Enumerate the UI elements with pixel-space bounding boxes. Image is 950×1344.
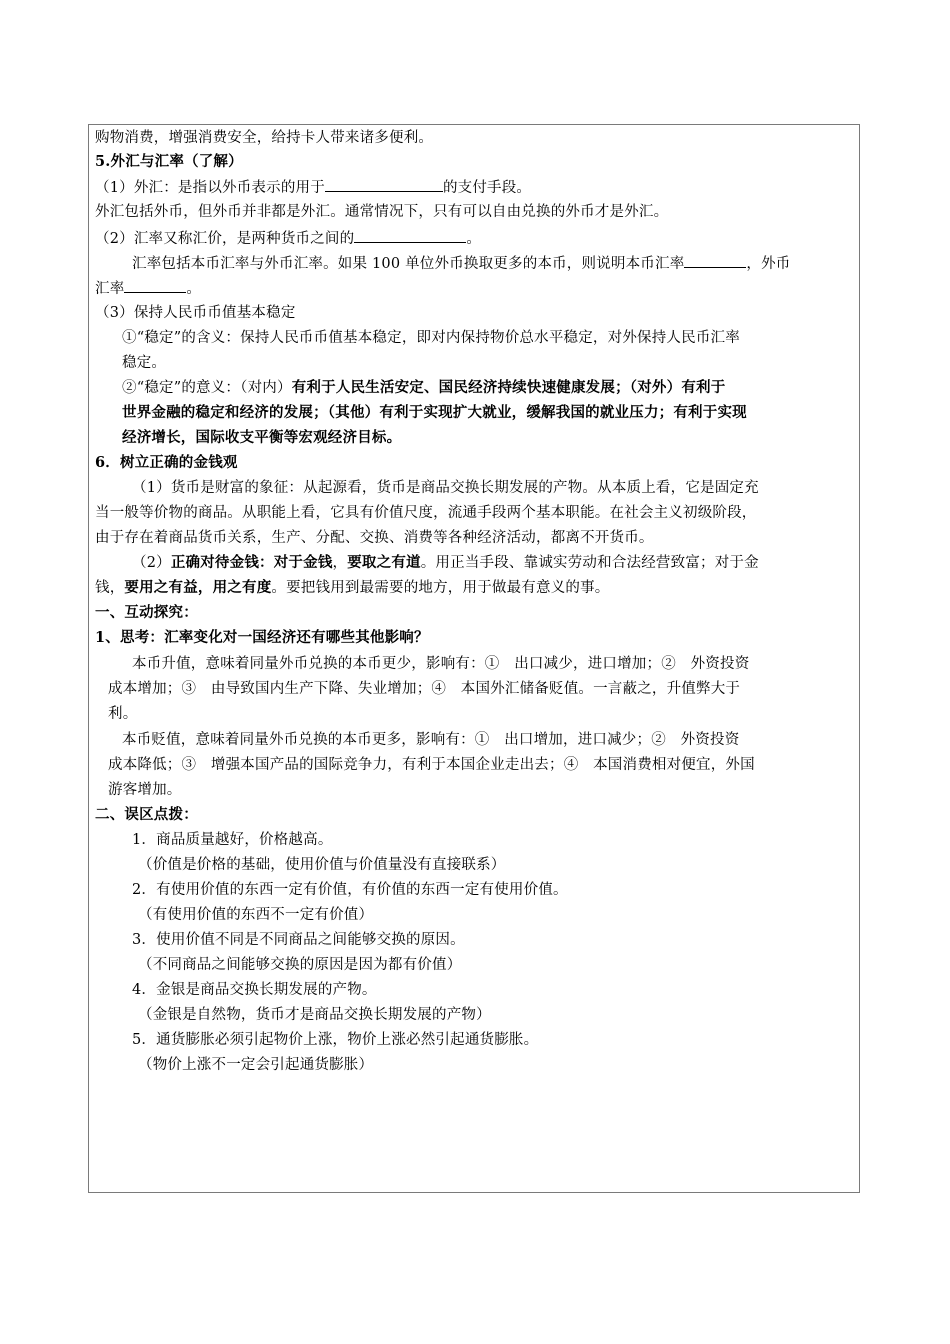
question-heading: 1、思考：汇率变化对一国经济还有哪些其他影响？: [95, 629, 429, 646]
text-line: 汇率包括本币汇率与外币汇率。如果 100 单位外币换取更多的本币，则说明本币汇率 ，外币: [132, 253, 791, 274]
text-line-foreign-exchange: （1）外汇：是指以外币表示的用于 的支付手段。: [95, 177, 531, 198]
text-line: ②“稳定”的意义：（对内）有利于人民生活安定、国民经济持续快速健康发展；（对外）有利于: [122, 379, 726, 396]
list-item-correction: （不同商品之间能够交换的原因是因为都有价值）: [138, 957, 462, 973]
text-line: 本币贬值，意味着同量外币兑换的本币更多，影响有：① 出口增加，进口减少；② 外资投资: [122, 732, 740, 748]
fill-blank[interactable]: [124, 278, 186, 293]
fill-blank[interactable]: [325, 177, 443, 192]
fill-blank[interactable]: [684, 253, 746, 268]
text-line: ①“稳定”的含义：保持人民币币值基本稳定，即对内保持物价总水平稳定，对外保持人民币汇率: [122, 330, 740, 346]
section-heading-misconceptions: 二、误区点拨：: [95, 806, 198, 823]
text-line: 购物消费，增强消费安全，给持卡人带来诸多便利。: [95, 130, 434, 146]
list-item: 1．商品质量越好，价格越高。: [132, 832, 333, 848]
text-line: 外汇包括外币，但外币并非都是外汇。通常情况下，只有可以自由兑换的外币才是外汇。: [95, 204, 669, 220]
text-line: 成本增加；③ 由导致国内生产下降、失业增加；④ 本国外汇储备贬值。一言蔽之，升值弊大于: [108, 681, 741, 697]
text-line: 由于存在着商品货币关系，生产、分配、交换、消费等各种经济活动，都离不开货币。: [95, 530, 654, 546]
section-heading-6: 6．树立正确的金钱观: [95, 454, 238, 471]
text-line: 利。: [108, 706, 138, 722]
fill-blank[interactable]: [354, 228, 466, 243]
text-line-exchange-rate: （2）汇率又称汇价，是两种货币之间的 。: [95, 228, 481, 249]
list-item-correction: （物价上涨不一定会引起通货膨胀）: [138, 1057, 374, 1073]
list-item-correction: （价值是价格的基础，使用价值与价值量没有直接联系）: [138, 857, 506, 873]
list-item: 2．有使用价值的东西一定有价值，有价值的东西一定有使用价值。: [132, 882, 568, 898]
text-line: 成本降低；③ 增强本国产品的国际竞争力，有利于本国企业走出去；④ 本国消费相对便宜，外国: [108, 757, 755, 773]
list-item-correction: （金银是自然物，货币才是商品交换长期发展的产物）: [138, 1007, 491, 1023]
text-line: （2）正确对待金钱：对于金钱，要取之有道。用正当手段、靠诚实劳动和合法经营致富；对于金: [132, 554, 759, 571]
text-line: 游客增加。: [108, 782, 182, 798]
list-item: 4．金银是商品交换长期发展的产物。: [132, 982, 377, 998]
text-line: 经济增长，国际收支平衡等宏观经济目标。: [122, 429, 402, 446]
text-line: 汇率 。: [95, 278, 201, 299]
text-line: （1）货币是财富的象征：从起源看，货币是商品交换长期发展的产物。从本质上看，它是固定充: [132, 480, 759, 496]
section-heading-interactive: 一、互动探究：: [95, 604, 198, 621]
text-line: 当一般等价物的商品。从职能上看，它具有价值尺度，流通手段两个基本职能。在社会主义初级阶段，: [95, 505, 757, 521]
text-line: 钱，要用之有益，用之有度。要把钱用到最需要的地方，用于做最有意义的事。: [95, 579, 610, 596]
text-line: （3）保持人民币币值基本稳定: [95, 305, 296, 321]
text-line: 稳定。: [122, 355, 167, 371]
text-line: 本币升值，意味着同量外币兑换的本币更少，影响有：① 出口减少，进口增加；② 外资投资: [132, 656, 750, 672]
section-heading-5: 5.外汇与汇率（了解）: [95, 153, 243, 170]
text-line: 世界金融的稳定和经济的发展；（其他）有利于实现扩大就业，缓解我国的就业压力；有利于实现: [122, 404, 747, 421]
list-item-correction: （有使用价值的东西不一定有价值）: [138, 907, 374, 923]
list-item: 3．使用价值不同是不同商品之间能够交换的原因。: [132, 932, 465, 948]
list-item: 5．通货膨胀必须引起物价上涨，物价上涨必然引起通货膨胀。: [132, 1032, 539, 1048]
